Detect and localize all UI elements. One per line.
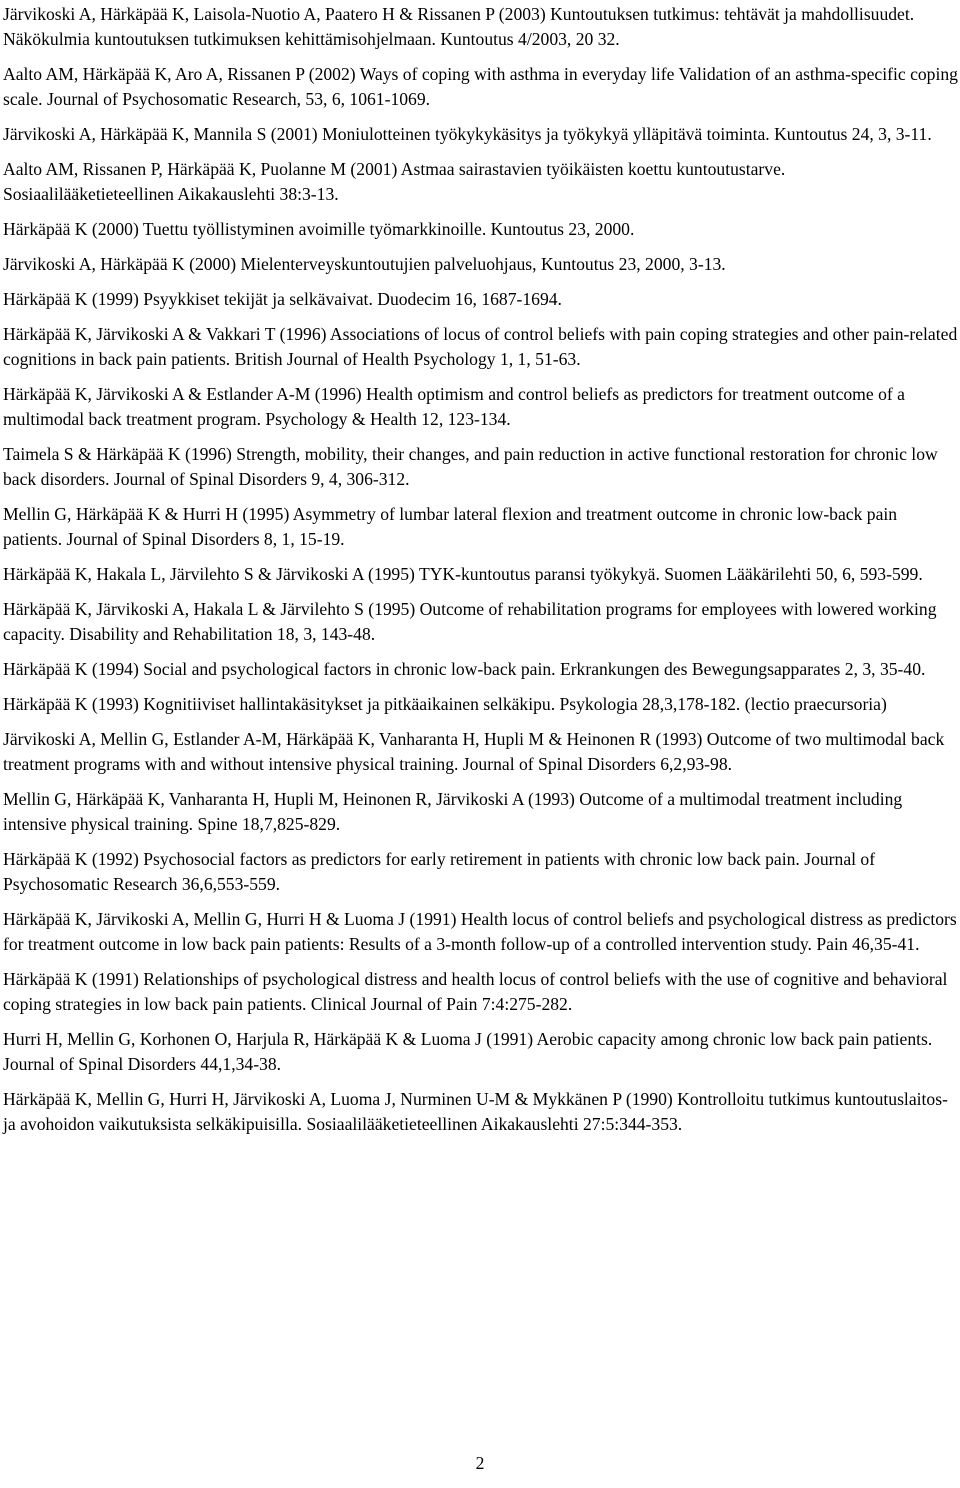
reference-item: Härkäpää K, Järvikoski A & Estlander A-M (1996) Health optimism and control beliefs as predictors for treatment outcome of a multimodal back treatment program. Psychology & Health 12, 123-134. [3, 384, 905, 429]
reference-item: Härkäpää K (1991) Relationships of psychological distress and health locus of control beliefs with the use of cognitive and behavioral coping strategies in low back pain patients. Clinical Journal of Pain 7:4:275-282. [3, 969, 948, 1014]
reference-item: Härkäpää K (1993) Kognitiiviset hallintakäsitykset ja pitkäaikainen selkäkipu. Psykologia 28,3,178-182. (lectio praecursoria) [3, 694, 887, 714]
reference-item: Hurri H, Mellin G, Korhonen O, Harjula R, Härkäpää K & Luoma J (1991) Aerobic capacity among chronic low back pain patients. Journal of Spinal Disorders 44,1,34-38. [3, 1029, 933, 1074]
reference-item: Järvikoski A, Härkäpää K, Mannila S (2001) Moniulotteinen työkykykäsitys ja työkykyä ylläpitävä toiminta. Kuntoutus 24, 3, 3-11. [3, 124, 932, 144]
reference-item: Härkäpää K (1999) Psyykkiset tekijät ja selkävaivat. Duodecim 16, 1687-1694. [3, 289, 562, 309]
reference-item: Härkäpää K, Järvikoski A & Vakkari T (1996) Associations of locus of control beliefs with pain coping strategies and other pain-related cognitions in back pain patients. British Journal of Health Psychology 1, 1, 51-63. [3, 324, 958, 369]
page-number: 2 [475, 1453, 485, 1473]
reference-item: Mellin G, Härkäpää K, Vanharanta H, Hupli M, Heinonen R, Järvikoski A (1993) Outcome of a multimodal treatment including intensive physical training. Spine 18,7,825-829. [3, 789, 903, 834]
reference-item: Mellin G, Härkäpää K & Hurri H (1995) Asymmetry of lumbar lateral flexion and treatment outcome in chronic low-back pain patients. Journal of Spinal Disorders 8, 1, 15-19. [3, 504, 898, 549]
reference-item: Härkäpää K (2000) Tuettu työllistyminen avoimille työmarkkinoille. Kuntoutus 23, 2000. [3, 219, 635, 239]
reference-item: Härkäpää K, Mellin G, Hurri H, Järvikoski A, Luoma J, Nurminen U-M & Mykkänen P (1990) Kontrolloitu tutkimus kuntoutuslaitos- ja avohoidon vaikutuksista selkäkipuisilla. Sosiaalilääketieteellinen Aikakauslehti 27:5:344-353. [3, 1089, 948, 1134]
reference-list [3, 2, 958, 1137]
reference-item: Härkäpää K, Järvikoski A, Hakala L & Järvilehto S (1995) Outcome of rehabilitation programs for employees with lowered working capacity. Disability and Rehabilitation 18, 3, 143-48. [3, 599, 937, 644]
reference-item: Järvikoski A, Härkäpää K (2000) Mielenterveyskuntoutujien palveluohjaus, Kuntoutus 23, 2000, 3-13. [3, 254, 726, 274]
reference-item: Härkäpää K (1992) Psychosocial factors as predictors for early retirement in patients with chronic low back pain. Journal of Psychosomatic Research 36,6,553-559. [3, 849, 876, 894]
reference-item: Järvikoski A, Härkäpää K, Laisola-Nuotio A, Paatero H & Rissanen P (2003) Kuntoutuksen tutkimus: tehtävät ja mahdollisuudet. Näkökulmia kuntoutuksen tutkimuksen kehittämisohjelmaan. Kuntoutus 4/2003, 20 32. [3, 4, 915, 49]
reference-item: Härkäpää K (1994) Social and psychological factors in chronic low-back pain. Erkrankungen des Bewegungsapparates 2, 3, 35-40. [3, 659, 926, 679]
reference-item: Taimela S & Härkäpää K (1996) Strength, mobility, their changes, and pain reduction in active functional restoration for chronic low back disorders. Journal of Spinal Disorders 9, 4, 306-312. [3, 444, 938, 489]
reference-item: Järvikoski A, Mellin G, Estlander A-M, Härkäpää K, Vanharanta H, Hupli M & Heinonen R (1993) Outcome of two multimodal back treatment programs with and without intensive physical training. Journal of Spinal Disorders 6,2,93-98. [3, 729, 945, 774]
reference-item: Aalto AM, Rissanen P, Härkäpää K, Puolanne M (2001) Astmaa sairastavien työikäisten koettu kuntoutustarve. Sosiaalilääketieteellinen Aikakauslehti 38:3-13. [3, 159, 786, 204]
reference-item: Härkäpää K, Hakala L, Järvilehto S & Järvikoski A (1995) TYK-kuntoutus paransi työkykyä. Suomen Lääkärilehti 50, 6, 593-599. [3, 564, 923, 584]
reference-item: Härkäpää K, Järvikoski A, Mellin G, Hurri H & Luoma J (1991) Health locus of control beliefs and psychological distress as predictors for treatment outcome in low back pain patients: Results of a 3-month follow-up of a controlled intervention study. Pain 46,35-41. [3, 909, 957, 954]
reference-item: Aalto AM, Härkäpää K, Aro A, Rissanen P (2002) Ways of coping with asthma in everyday life Validation of an asthma-specific coping scale. Journal of Psychosomatic Research, 53, 6, 1061-1069. [3, 64, 958, 109]
